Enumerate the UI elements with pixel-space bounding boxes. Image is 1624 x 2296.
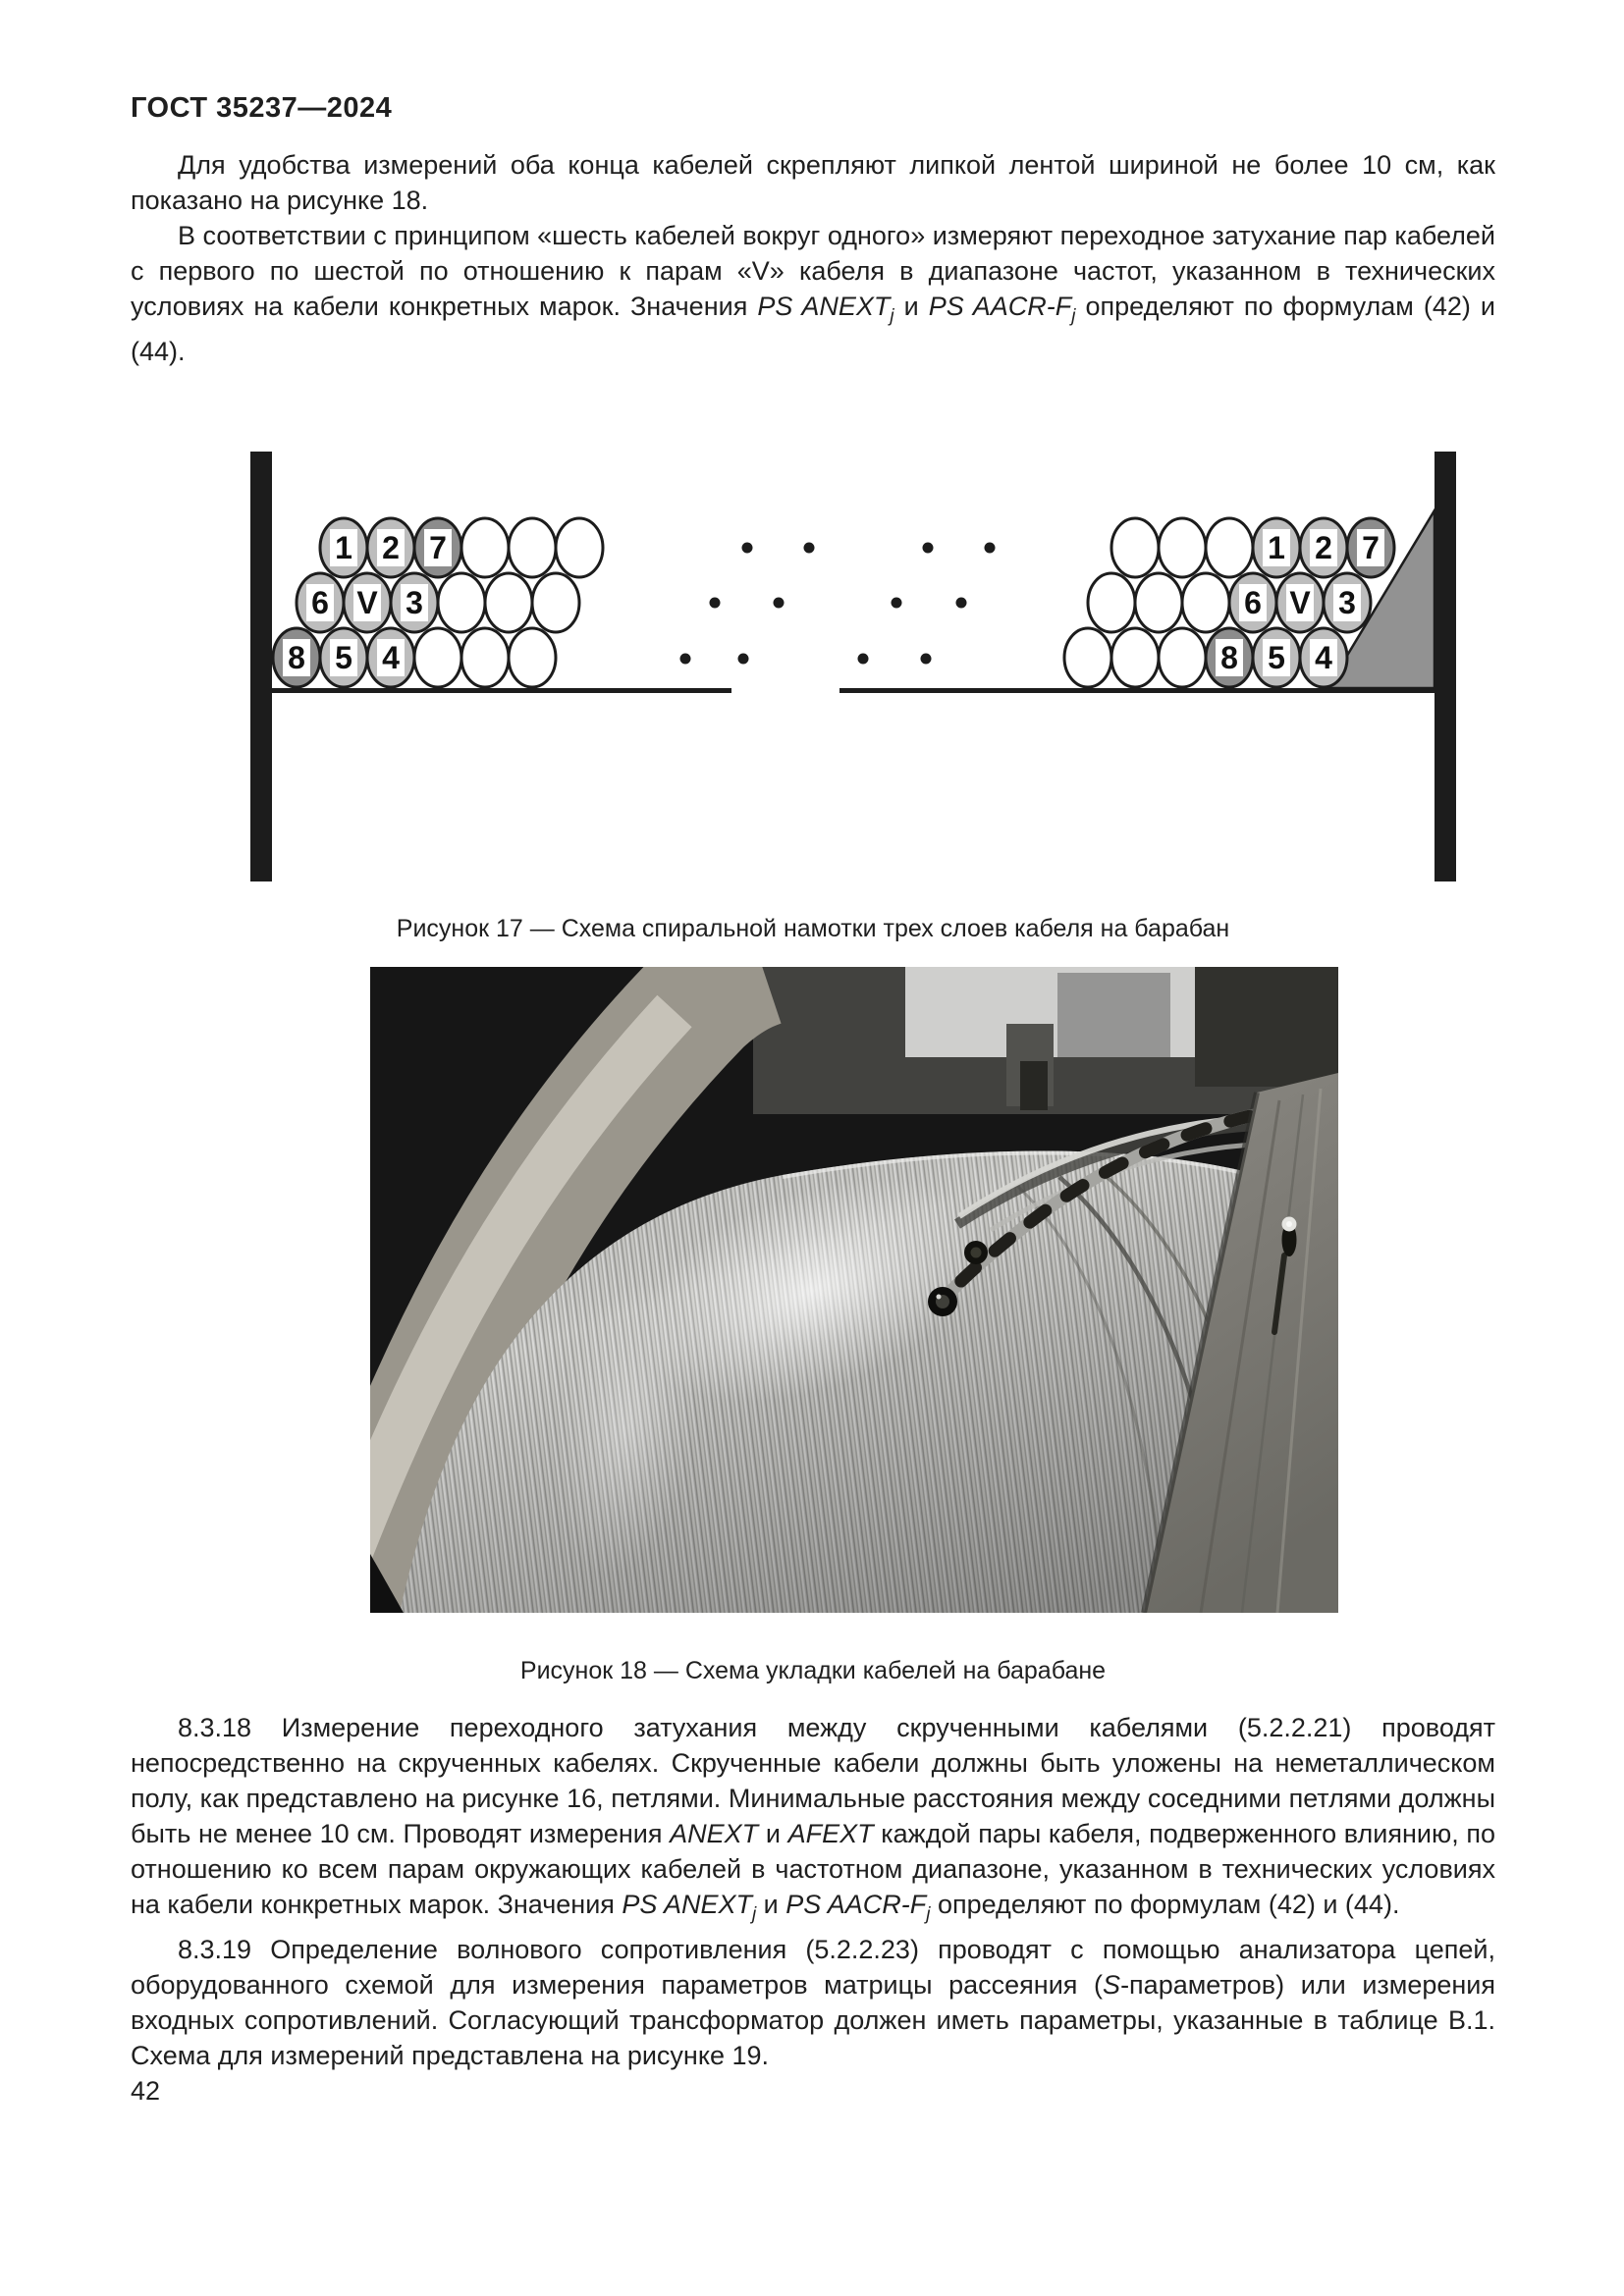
cable-circle-plain bbox=[485, 573, 532, 632]
figure18-photo bbox=[370, 967, 1338, 1613]
cable-circle-plain bbox=[461, 518, 509, 577]
figure18-caption: Рисунок 18 — Схема укладки кабелей на барабане bbox=[519, 1657, 1107, 1684]
svg-text:4: 4 bbox=[382, 640, 400, 675]
svg-text:8: 8 bbox=[1220, 640, 1238, 675]
cable-circle-plain bbox=[414, 628, 461, 687]
cable-circle-plain bbox=[1111, 628, 1159, 687]
cable-circle-7-left bbox=[414, 518, 461, 577]
cable-circle-2-right bbox=[1300, 518, 1347, 577]
cable-circle-8-right bbox=[1206, 628, 1253, 687]
svg-text:2: 2 bbox=[382, 530, 400, 565]
cable-circle-8-left bbox=[273, 628, 320, 687]
cable-circle-plain bbox=[509, 518, 556, 577]
svg-text:5: 5 bbox=[1268, 640, 1285, 675]
cable-circle-plain bbox=[461, 628, 509, 687]
drum-surface-line-left bbox=[272, 688, 731, 693]
paragraph-tape-ends: Для удобства измерений оба конца кабелей скрепляют липкой лентой шириной не более 10 см, как показано на рисунке 18. bbox=[131, 150, 1495, 215]
cable-circle-plain bbox=[1182, 573, 1229, 632]
figure17-winding-diagram bbox=[250, 450, 1458, 886]
cable-group-right bbox=[1064, 518, 1394, 687]
page-number: 42 bbox=[131, 2076, 161, 2107]
cable-circle-plain bbox=[532, 573, 579, 632]
svg-text:2: 2 bbox=[1315, 530, 1332, 565]
svg-text:1: 1 bbox=[1268, 530, 1285, 565]
cable-circle-5-right bbox=[1253, 628, 1300, 687]
cable-group-left bbox=[273, 518, 603, 687]
svg-text:1: 1 bbox=[335, 530, 352, 565]
background-machinery bbox=[753, 967, 1338, 1114]
cable-circle-plain bbox=[556, 518, 603, 577]
cable-circle-4-left bbox=[367, 628, 414, 687]
cable-circle-V-left bbox=[344, 573, 391, 632]
cable-circle-3-left bbox=[391, 573, 438, 632]
svg-text:V: V bbox=[356, 585, 378, 620]
body-text-block bbox=[131, 1710, 1495, 2109]
svg-text:5: 5 bbox=[335, 640, 352, 675]
cable-circle-6-right bbox=[1229, 573, 1276, 632]
cable-circle-6-left bbox=[297, 573, 344, 632]
cable-circle-plain bbox=[1111, 518, 1159, 577]
cable-circle-7-right bbox=[1347, 518, 1394, 577]
svg-text:4: 4 bbox=[1315, 640, 1332, 675]
svg-text:3: 3 bbox=[1338, 585, 1356, 620]
cable-circle-4-right bbox=[1300, 628, 1347, 687]
svg-text:3: 3 bbox=[406, 585, 423, 620]
figure17-caption: Рисунок 17 — Схема спиральной намотки трех слоев кабеля на барабан bbox=[396, 915, 1230, 942]
svg-text:7: 7 bbox=[429, 530, 447, 565]
svg-text:6: 6 bbox=[1244, 585, 1262, 620]
cable-circle-V-right bbox=[1276, 573, 1324, 632]
cable-circle-plain bbox=[1206, 518, 1253, 577]
continuation-dots bbox=[680, 543, 996, 665]
standard-number-header: ГОСТ 35237—2024 bbox=[131, 92, 393, 124]
svg-text:6: 6 bbox=[311, 585, 329, 620]
cable-circle-3-right bbox=[1324, 573, 1371, 632]
intro-text-block bbox=[131, 147, 1495, 369]
paragraph-8-3-18: 8.3.18 Измерение переходного затухания между скрученными кабелями (5.2.2.21) проводят непосредственно на скрученных кабелях. Скрученные кабели должны быть уложены на неметаллическом полу, как представлено на рисунке 16, петлями. Минимальные расстояния между соседними петлями должны быть не менее 10 см. Проводят измерения ANEXT и AFEXT каждой пары кабеля, подверженного влиянию, по отношению ко всем парам окружающих кабелей в частотном диапазоне, указанном в технических условиях на кабели конкретных марок. Значения PS $ANEXT_j$ и PS AACR-$F_j$ определяют по формулам (42) и (44). bbox=[131, 1713, 1496, 1925]
cable-circle-plain bbox=[438, 573, 485, 632]
cable-circle-1-right bbox=[1253, 518, 1300, 577]
cable-circle-plain bbox=[1159, 518, 1206, 577]
paragraph-six-around-one: В соответствии с принципом «шесть кабелей вокруг одного» измеряют переходное затухание пар кабелей с первого по шестой по отношению к парам «V» кабеля в диапазоне частот, указанном в технических условиях на кабели конкретных марок. Значения PS $ANEXT_j$ и PS AACR-$F_j$ определяют по формулам (42) и (44). bbox=[131, 221, 1495, 367]
paragraph-8-3-19: 8.3.19 Определение волнового сопротивления (5.2.2.23) проводят с помощью анализатора цепей, оборудованного схемой для измерения параметров матрицы рассеяния (S-параметров) или измерения входных сопротивлений. Согласующий трансформатор должен иметь параметры, указанные в таблице В.1. Схема для измерений представлена на рисунке 19. bbox=[131, 1935, 1496, 2071]
drum-flange-left bbox=[250, 452, 272, 881]
cable-circle-plain bbox=[509, 628, 556, 687]
drum-flange-right bbox=[1435, 452, 1456, 881]
cable-circle-2-left bbox=[367, 518, 414, 577]
cable-circle-plain bbox=[1064, 628, 1111, 687]
cable-circle-plain bbox=[1088, 573, 1135, 632]
cable-circle-5-left bbox=[320, 628, 367, 687]
svg-text:7: 7 bbox=[1362, 530, 1380, 565]
svg-text:V: V bbox=[1289, 585, 1311, 620]
svg-text:8: 8 bbox=[288, 640, 305, 675]
cable-circle-plain bbox=[1159, 628, 1206, 687]
cable-circle-1-left bbox=[320, 518, 367, 577]
cable-circle-plain bbox=[1135, 573, 1182, 632]
cable-drum-photo bbox=[370, 967, 1338, 1613]
